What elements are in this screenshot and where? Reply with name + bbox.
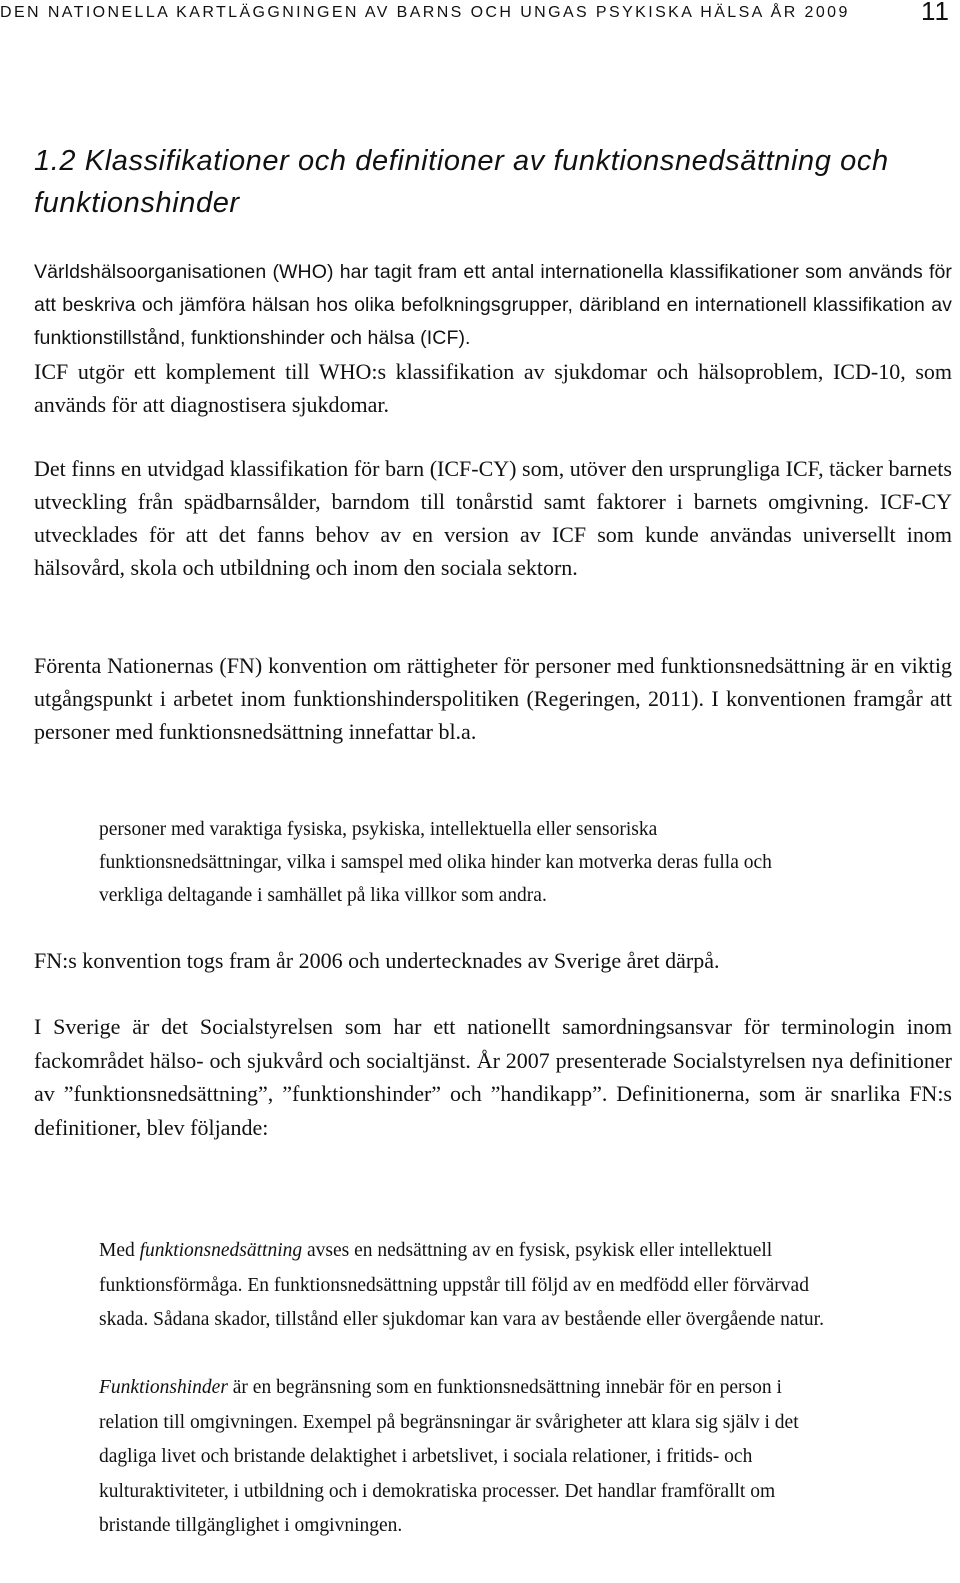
definition-funktionshinder xyxy=(99,1371,829,1544)
definition-text-funktionshinder: är en begränsning som en funktionsnedsättning innebär för en person i relation till omgivningen. Exempel på begränsningar är svårigheter att klara sig själv i det dagliga livet och bristande delaktighet i arbetslivet, i sociala relationer, i fritids- och kulturaktiviteter, i utbildning och i demokratiska processer. Det handlar framförallt om bristande tillgänglighet i omgivningen. xyxy=(99,1377,799,1536)
running-header xyxy=(0,0,950,26)
definition-text-funktionsnedsattning: avses en nedsättning av en fysisk, psykisk eller intellektuell funktionsförmåga. En funktionsnedsättning uppstår till följd av en medfödd eller förvärvad skada. Sådana skador, tillstånd eller sjukdomar kan vara av bestående eller övergående natur. xyxy=(99,1240,824,1330)
paragraph-icf-complement: ICF utgör ett komplement till WHO:s klassifikation av sjukdomar och hälsoproblem, ICD-10, som används för att diagnostisera sjukdomar. xyxy=(34,359,952,417)
paragraph-socialstyrelsen: I Sverige är det Socialstyrelsen som har ett nationellt samordningsansvar för terminologin inom fackområdet hälso- och sjukvård och socialtjänst. År 2007 presenterade Socialstyrelsen nya definitioner av ”funktionsnedsättning”, ”funktionshinder” och ”handikapp”. Definitionerna, som är snarlika FN:s definitioner, blev följande: xyxy=(34,1014,952,1140)
paragraph-convention-signed: FN:s konvention togs fram år 2006 och undertecknades av Sverige året därpå. xyxy=(34,948,720,973)
definition-term-funktionshinder: Funktionshinder xyxy=(99,1377,228,1398)
paragraph-icf-cy: Det finns en utvidgad klassifikation för barn (ICF-CY) som, utöver den ursprungliga ICF, täcker barnets utveckling från spädbarnsålder, barndom till tonårstid samt faktorer i barnets omgivning. ICF-CY utvecklades för att det fanns behov av en version av ICF som kunde användas universellt inom hälsovård, skola och utbildning och inom den sociala sektorn. xyxy=(34,456,952,580)
section-heading: 1.2 Klassifikationer och definitioner av funktionsnedsättning och funktionshinder xyxy=(34,145,889,219)
paragraph-who-classifications xyxy=(34,256,952,355)
running-title: DEN NATIONELLA KARTLÄGGNINGEN AV BARNS OCH UNGAS PSYKISKA HÄLSA ÅR 2009 xyxy=(0,4,850,21)
quote-convention-definition: personer med varaktiga fysiska, psykiska, intellektuella eller sensoriska funktionsnedsättningar, vilka i samspel med olika hinder kan motverka deras fulla och verkliga deltagande i samhället på lika villkor som andra. xyxy=(99,819,772,906)
definition-term-funktionsnedsattning: funktionsnedsättning xyxy=(139,1240,303,1261)
paragraph-who-sans-part: Världshälsoorganisationen (WHO) har tagit fram ett antal internationella klassifikationer som används för att beskriva och jämföra hälsan hos olika befolkningsgrupper, däribland en internationell klassifikation av funktionstillstånd, funktionshinder och hälsa (ICF). xyxy=(34,261,952,349)
definition-prefix: Med xyxy=(99,1240,135,1261)
definition-funktionsnedsattning xyxy=(99,1234,829,1338)
paragraph-fn-convention: Förenta Nationernas (FN) konvention om rättigheter för personer med funktionsnedsättning är en viktig utgångspunkt i arbetet inom funktionshinderspolitiken (Regeringen, 2011). I konventionen framgår att personer med funktionsnedsättning innefattar bl.a. xyxy=(34,653,952,744)
page-number: 11 xyxy=(921,0,950,26)
